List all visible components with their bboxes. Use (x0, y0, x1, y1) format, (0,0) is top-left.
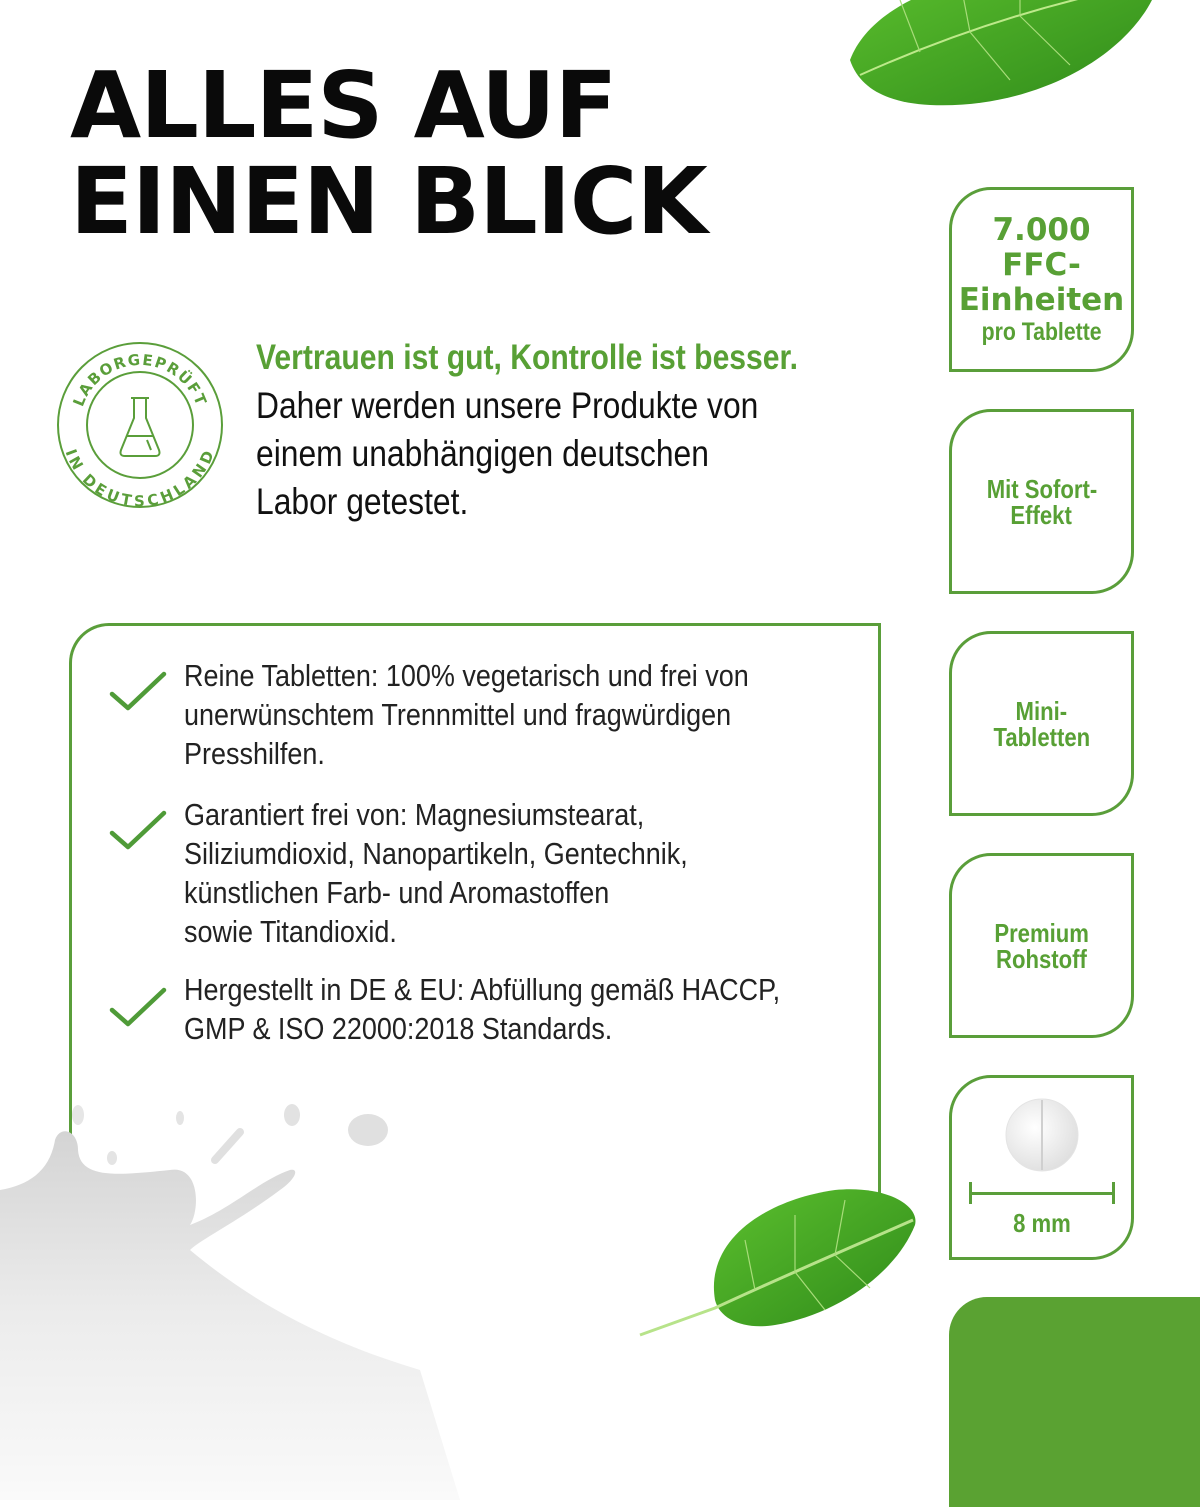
feature-text: Reine Tabletten: 100% vegetarisch und frei von unerwünschtem Trennmittel und fragwürdigen Presshilfen. (184, 658, 749, 771)
intro-headline: Vertrauen ist gut, Kontrolle ist besser. (256, 338, 798, 377)
leaf-decoration-top (840, 0, 1170, 110)
feature-text: Garantiert frei von: Magnesiumstearat, Siliziumdioxid, Nanopartikeln, Gentechnik, künstlichen Farb- und Aromastoffen sowie Titandioxid. (184, 797, 688, 949)
svg-text:LABORGEPRÜFT: LABORGEPRÜFT (69, 350, 211, 409)
intro-section (256, 334, 936, 526)
checkmark-icon (108, 807, 168, 855)
tile-instant-effect: Mit Sofort- Effekt (949, 409, 1134, 594)
milk-splash-decoration (0, 1070, 460, 1500)
size-measure-line (969, 1182, 1115, 1204)
tablet-size-label: 8 mm (1012, 1208, 1071, 1238)
feature-item-2 (108, 795, 904, 951)
lab-tested-badge (55, 340, 225, 510)
feature-item-3 (108, 970, 904, 1048)
checkmark-icon (108, 984, 168, 1032)
page-title (70, 52, 707, 255)
title-line-2: EINEN BLICK (70, 148, 707, 255)
tile-mini-tablets: Mini- Tabletten (949, 631, 1134, 816)
checkmark-icon (108, 668, 168, 716)
feature-item-1 (108, 656, 904, 773)
svg-text:IN DEUTSCHLAND: IN DEUTSCHLAND (61, 446, 219, 510)
intro-body: Daher werden unsere Produkte von einem unabhängigen deutschen Labor getestet. (256, 385, 759, 522)
title-line-1: ALLES AUF (70, 52, 617, 159)
tablet-icon (1003, 1096, 1081, 1174)
green-accent-block (949, 1297, 1200, 1507)
tile-tablet-size (949, 1075, 1134, 1260)
feature-text: Hergestellt in DE & EU: Abfüllung gemäß HACCP, GMP & ISO 22000:2018 Standards. (184, 972, 781, 1046)
leaf-decoration-bottom (635, 1180, 925, 1340)
flask-icon (121, 398, 160, 456)
tile-ffc-units: 7.000 FFC- Einheiten pro Tablette (949, 187, 1134, 372)
tile-premium-raw-material: Premium Rohstoff (949, 853, 1134, 1038)
